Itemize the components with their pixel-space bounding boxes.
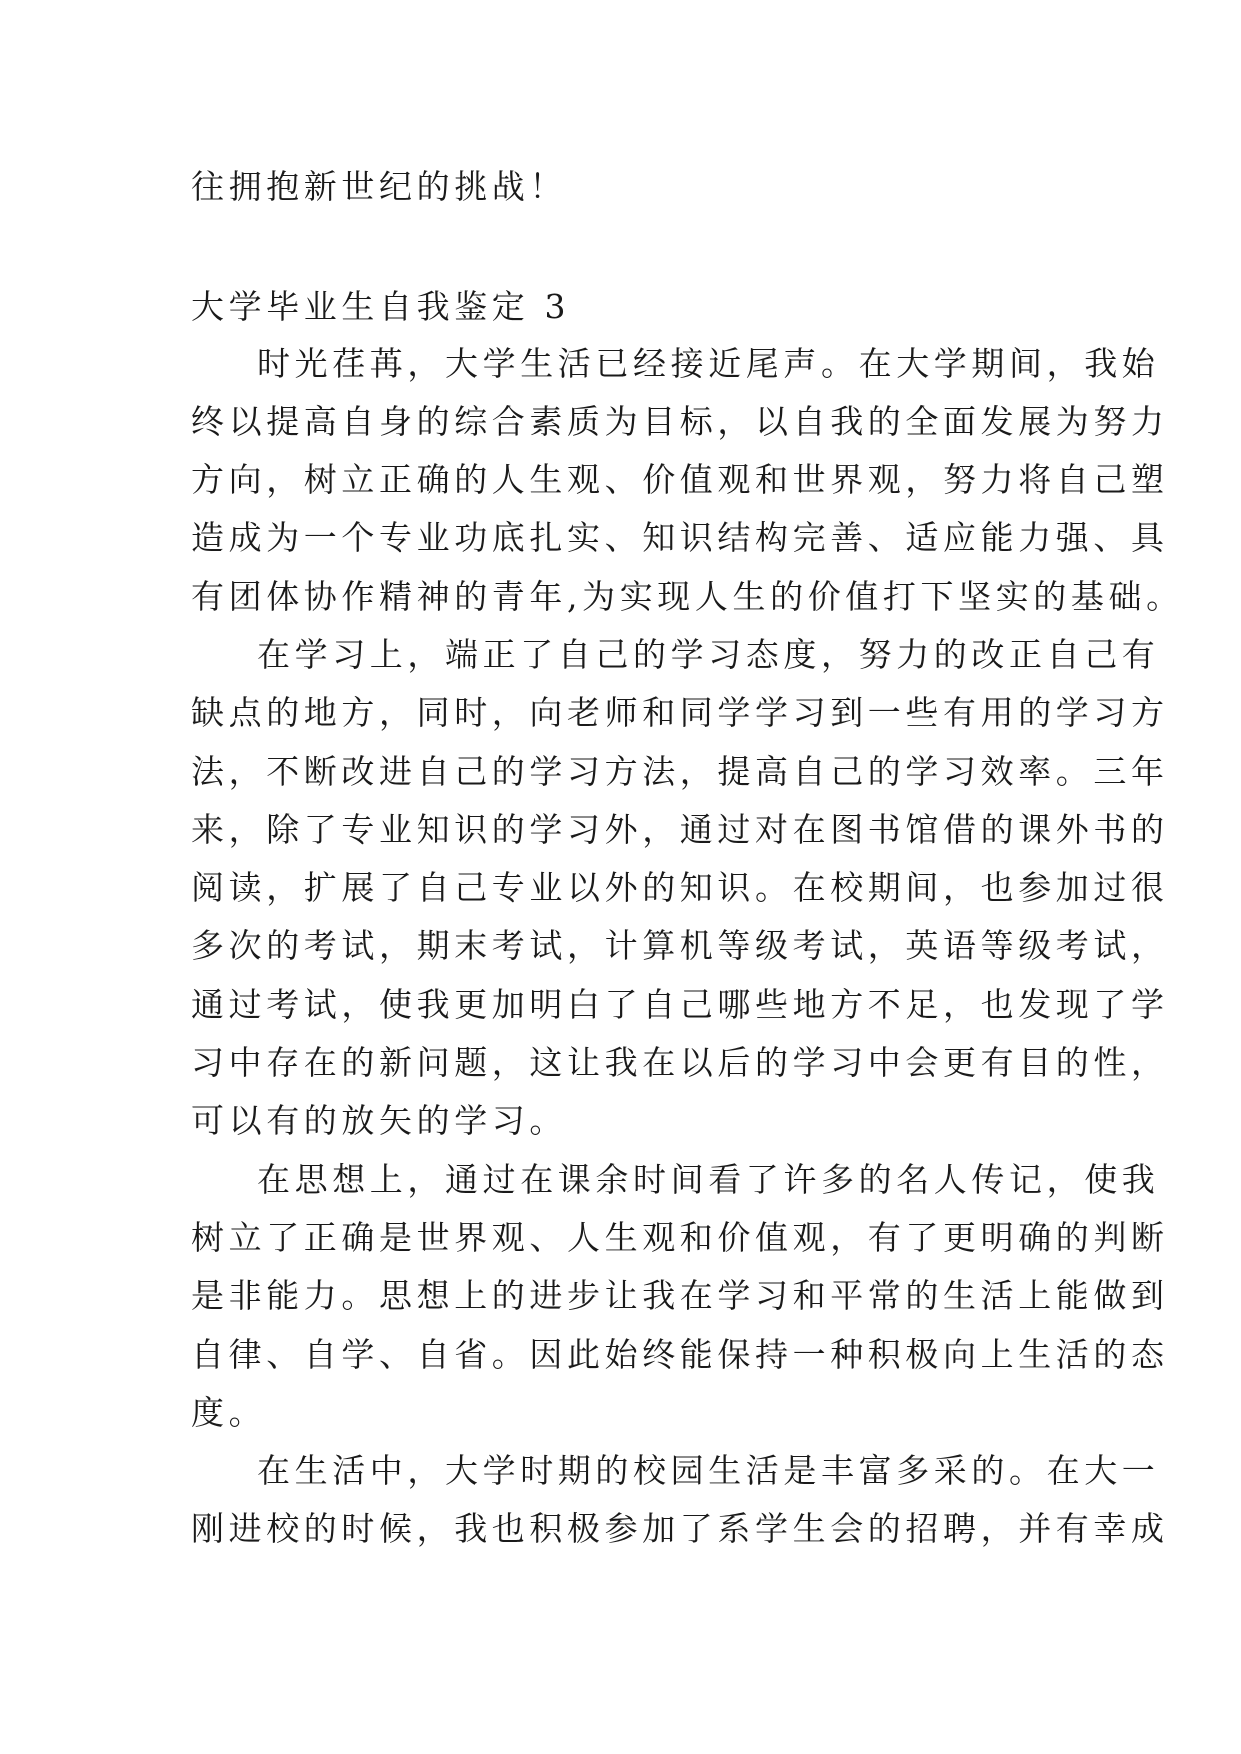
paragraph-line: 在学习上，端正了自己的学习态度，努力的改正自己有: [257, 635, 1160, 674]
paragraph-line: 多次的考试，期末考试，计算机等级考试，英语等级考试，: [191, 926, 1169, 965]
paragraph-line: 树立了正确是世界观、人生观和价值观，有了更明确的判断: [191, 1218, 1169, 1257]
paragraph-line: 在生活中，大学时期的校园生活是丰富多采的。在大一: [257, 1451, 1160, 1490]
continuation-line: 往拥抱新世纪的挑战！: [191, 167, 567, 206]
paragraph-line: 来，除了专业知识的学习外，通过对在图书馆借的课外书的: [191, 810, 1169, 849]
paragraph-line: 缺点的地方，同时，向老师和同学学习到一些有用的学习方: [191, 693, 1169, 732]
paragraph-line: 刚进校的时候，我也积极参加了系学生会的招聘，并有幸成: [191, 1509, 1169, 1548]
paragraph-line: 可以有的放矢的学习。: [191, 1101, 567, 1140]
paragraph-line: 终以提高自身的综合素质为目标，以自我的全面发展为努力: [191, 402, 1169, 441]
paragraph-line: 自律、自学、自省。因此始终能保持一种积极向上生活的态: [191, 1335, 1169, 1374]
paragraph-line: 有团体协作精神的青年,为实现人生的价值打下坚实的基础。: [191, 577, 1184, 616]
paragraph-line: 通过考试，使我更加明白了自己哪些地方不足，也发现了学: [191, 985, 1169, 1024]
paragraph-line: 造成为一个专业功底扎实、知识结构完善、适应能力强、具: [191, 518, 1169, 557]
paragraph-line: 习中存在的新问题，这让我在以后的学习中会更有目的性，: [191, 1043, 1169, 1082]
paragraph-line: 阅读，扩展了自己专业以外的知识。在校期间，也参加过很: [191, 868, 1169, 907]
paragraph-line: 时光荏苒，大学生活已经接近尾声。在大学期间，我始: [257, 344, 1160, 383]
paragraph-line: 方向，树立正确的人生观、价值观和世界观，努力将自己塑: [191, 460, 1169, 499]
paragraph-line: 法，不断改进自己的学习方法，提高自己的学习效率。三年: [191, 752, 1169, 791]
paragraph-line: 是非能力。思想上的进步让我在学习和平常的生活上能做到: [191, 1276, 1169, 1315]
section-heading: 大学毕业生自我鉴定 3: [191, 287, 571, 326]
paragraph-line: 度。: [191, 1393, 267, 1432]
paragraph-line: 在思想上，通过在课余时间看了许多的名人传记，使我: [257, 1160, 1160, 1199]
